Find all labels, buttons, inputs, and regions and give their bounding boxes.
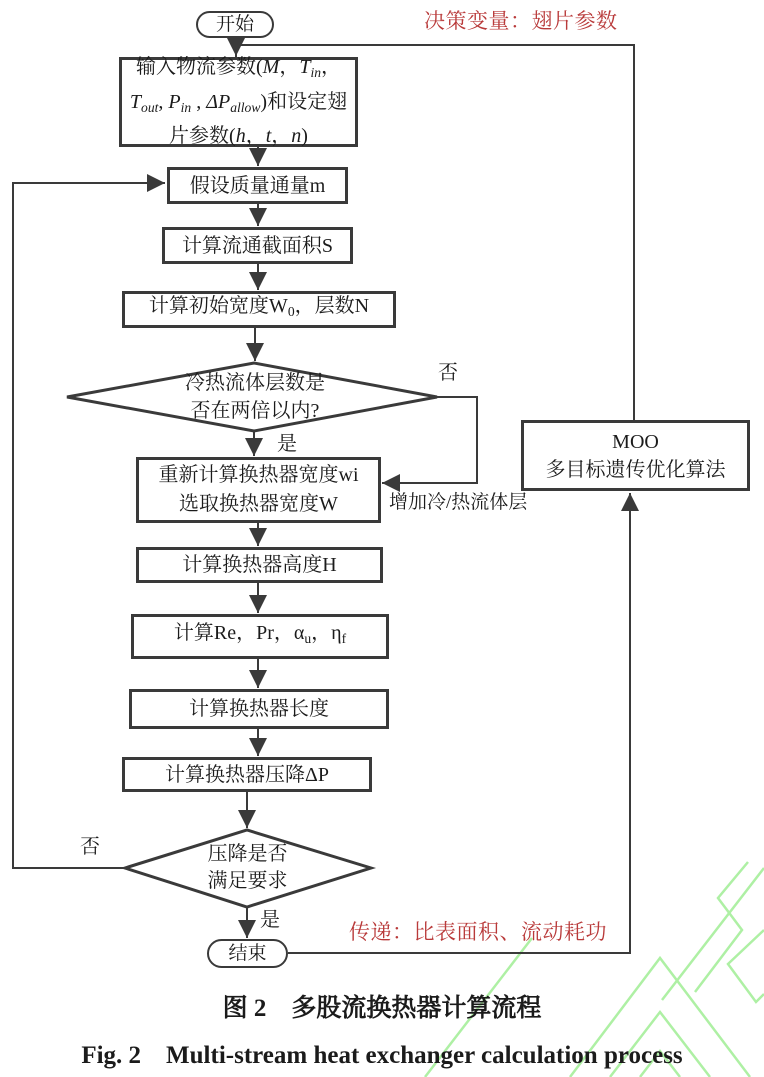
exchanger-height-node [136, 547, 383, 583]
initial-width-label: 计算初始宽度$W_0$，层数N [148, 295, 370, 320]
moo-line-1: MOO [612, 430, 659, 453]
pressure-drop-node [122, 757, 372, 792]
input-line-3: 片参数(h，t，n) [169, 124, 308, 147]
layer-check-line-1: 冷热流体层数是 [185, 372, 325, 394]
pressure-check-line-1: 压降是否 [207, 843, 288, 865]
input-parameters-node [119, 57, 358, 147]
no-label-pressure-check: 否 [80, 836, 100, 858]
moo-node [521, 420, 750, 491]
recalc-width-line-2: 选取换热器宽度W [179, 493, 338, 515]
pressure-check-diamond [170, 841, 325, 895]
yes-label-pressure-check: 是 [260, 909, 280, 931]
layer-check-line-2: 否在两倍以内? [190, 400, 320, 422]
recalc-width-line-1: 重新计算换热器宽度wi [158, 464, 359, 486]
flow-params-node [131, 614, 389, 659]
yes-label-layer-check: 是 [277, 433, 297, 455]
recalc-width-node [136, 457, 381, 523]
exchanger-length-label: 计算换热器长度 [189, 698, 329, 720]
layer-check-diamond [149, 369, 361, 425]
start-node [196, 11, 274, 38]
start-label: 开始 [215, 13, 254, 35]
no-label-layer-check: 否 [438, 362, 458, 384]
moo-line-2: 多目标遗传优化算法 [545, 458, 726, 481]
end-label: 结束 [228, 942, 267, 964]
flow-params-label: 计算Re，Pr，$\alpha_u$，$\eta_f$ [173, 622, 347, 647]
exchanger-length-node [129, 689, 389, 729]
assume-mass-flux-node [167, 167, 348, 204]
figure-caption-en: Fig. 2 Multi-stream heat exchanger calculation process [81, 1042, 683, 1069]
input-line-1: 输入物流参数(M，$T_{in}$， [135, 56, 342, 81]
flow-area-label: 计算流通截面积S [181, 234, 334, 257]
transfer-label: 传递：比表面积、流动耗功 [349, 920, 607, 944]
input-line-2: $T_{out}$, $P_{in}$ , $\Delta P_{allow}$)和设定翅 [129, 90, 348, 115]
pressure-check-line-2: 满足要求 [207, 870, 288, 892]
exchanger-height-label: 计算换热器高度H [182, 554, 337, 576]
pressure-drop-label: 计算换热器压降ΔP [165, 763, 329, 786]
assume-mass-flux-label: 假设质量通量m [189, 174, 326, 197]
end-node [207, 939, 288, 968]
flow-area-node [162, 227, 353, 264]
figure-caption-zh: 图 2 多股流换热器计算流程 [222, 995, 542, 1022]
initial-width-node [122, 291, 396, 328]
decision-variable-label: 决策变量：翅片参数 [424, 9, 618, 33]
add-layer-label: 增加冷/热流体层 [389, 492, 528, 513]
connector-layercheck-no [382, 397, 477, 483]
